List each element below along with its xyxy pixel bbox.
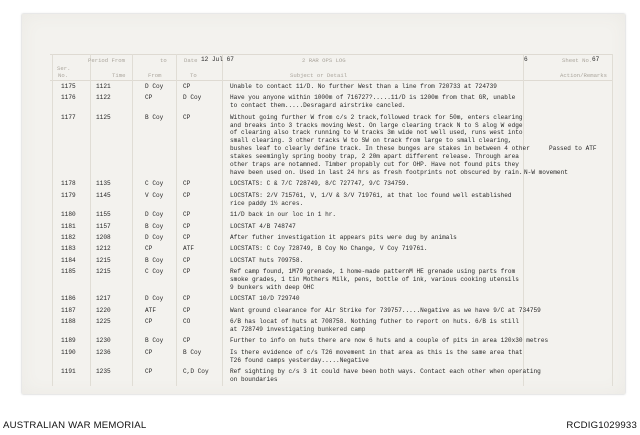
from-cell: B Coy xyxy=(145,222,164,230)
from-cell: CP xyxy=(145,245,153,253)
date-value: 12 Jul 67 xyxy=(201,56,234,63)
time-cell: 1236 xyxy=(96,348,111,356)
serial-number: 1176 xyxy=(61,94,76,102)
serial-number: 1187 xyxy=(61,306,76,314)
to-cell: C,D Coy xyxy=(183,368,209,376)
serial-number: 1189 xyxy=(61,337,76,345)
time-cell: 1155 xyxy=(96,211,111,219)
from-cell: B Coy xyxy=(145,337,164,345)
log-entry-row xyxy=(0,223,640,231)
to-cell: CP xyxy=(183,337,191,345)
archive-credit: AUSTRALIAN WAR MEMORIAL xyxy=(3,420,147,431)
subject-line: at 728749 investigating bunkered camp xyxy=(230,325,366,333)
log-entry-row xyxy=(0,368,640,384)
from-cell: B Coy xyxy=(145,113,164,121)
log-entry-row xyxy=(0,211,640,219)
to-cell: CP xyxy=(183,256,191,264)
to-cell: CP xyxy=(183,306,191,314)
time-cell: 1145 xyxy=(96,191,111,199)
subject-line: Ref sighting by c/s 3 it could have been both ways. Contact each other when operating xyxy=(230,368,541,376)
to-cell: B Coy xyxy=(183,348,202,356)
from-cell: D Coy xyxy=(145,83,164,90)
subject-line: Further to info on huts there are now 6 huts and a couple of pits in area 120x30 metres xyxy=(230,337,549,345)
subject-line: LOCSTATS: C & 7/C 728749, 8/C 727747, 9/C 734759. xyxy=(230,180,410,188)
column-from-header: From xyxy=(148,72,162,79)
log-entry-row xyxy=(0,337,640,345)
subject-line: to contact them.....Desragard airstrike cancled. xyxy=(230,102,406,110)
log-entry-row xyxy=(0,94,640,110)
from-cell: C Coy xyxy=(145,180,164,188)
subject-line: LOCSTAT 10/D 729740 xyxy=(230,295,300,303)
subject-line: stakes seemingly spring booby trap, 2 20m apart different release. Through area xyxy=(230,153,519,161)
form-rule-header xyxy=(50,80,612,81)
from-cell: CP xyxy=(145,94,153,102)
time-cell: 1125 xyxy=(96,113,111,121)
time-cell: 1208 xyxy=(96,233,111,241)
time-cell: 1215 xyxy=(96,256,111,264)
log-entry-row xyxy=(0,349,640,365)
serial-number: 1185 xyxy=(61,268,76,276)
from-cell: CP xyxy=(145,318,153,326)
log-entry-row xyxy=(0,295,640,303)
sheet-number: 67 xyxy=(592,56,600,63)
subject-line: smoke grades, 1 tin Mothers Milk, pens, bottle of ink, various cooking utensils xyxy=(230,275,519,283)
time-cell: 1135 xyxy=(96,180,111,188)
to-cell: CP xyxy=(183,268,191,276)
log-entry-row xyxy=(0,318,640,334)
subject-line: Ref camp found, 1M79 grenade, 1 home-made patternM HE grenade using parts from xyxy=(230,268,516,276)
column-ser-header-line2: No. xyxy=(58,72,69,79)
action-remark: N-W movement xyxy=(524,168,568,176)
date-label: Date xyxy=(184,57,198,64)
subject-line: other traps are notamned. Timber propably cut for OHP. Have not found pits they xyxy=(230,161,519,169)
time-cell: 1220 xyxy=(96,306,111,314)
to-cell: ATF xyxy=(183,245,194,253)
from-cell: D Coy xyxy=(145,211,164,219)
subject-line: and breaks into 3 tracks moving West. On large clearing track N to S alog W edge xyxy=(230,121,523,129)
log-entry-row xyxy=(0,83,640,91)
subject-line: Have you anyone within 1000m of 716727?.....11/D is 1200m from that GR, unable xyxy=(230,94,516,102)
serial-number: 1179 xyxy=(61,191,76,199)
time-cell: 1235 xyxy=(96,368,111,376)
from-cell: B Coy xyxy=(145,256,164,264)
log-entry-row xyxy=(0,114,640,177)
subject-line: Is there evidence of c/s T26 movement in that area as this is the same area that xyxy=(230,348,523,356)
sheet-label: Sheet No. xyxy=(562,57,593,64)
serial-number: 1190 xyxy=(61,348,76,356)
serial-number: 1182 xyxy=(61,233,76,241)
subject-line: LOCSTAT 4/B 748747 xyxy=(230,222,296,230)
column-time-header: Time xyxy=(112,72,126,79)
time-cell: 1215 xyxy=(96,268,111,276)
to-cell: CP xyxy=(183,295,191,303)
column-to-header: To xyxy=(190,72,197,79)
to-cell: CP xyxy=(183,83,191,90)
serial-number: 1178 xyxy=(61,180,76,188)
serial-number: 1181 xyxy=(61,222,76,230)
subject-line: LOCSTATS: C Coy 728749, B Coy No Change, V Coy 719761. xyxy=(230,245,428,253)
action-remark: Passed to ATF xyxy=(549,145,597,153)
serial-number: 1186 xyxy=(61,295,76,303)
serial-number: 1188 xyxy=(61,318,76,326)
serial-number: 1191 xyxy=(61,368,76,376)
time-cell: 1121 xyxy=(96,83,111,90)
from-cell: D Coy xyxy=(145,233,164,241)
column-ser-header-line1: Ser. xyxy=(57,65,71,72)
to-cell: CP xyxy=(183,211,191,219)
to-cell: CP xyxy=(183,222,191,230)
time-cell: 1157 xyxy=(96,222,111,230)
subject-line: Unable to contact 11/D. No further West than a line from 720733 at 724739 xyxy=(230,83,497,90)
column-subject-header: Subject or Detail xyxy=(290,72,348,79)
period-to-label: to xyxy=(160,57,167,64)
subject-line: have been used on. Used in last 24 hrs as fresh footprints not obscured by rain. xyxy=(230,168,523,176)
log-entry-row xyxy=(0,257,640,265)
subject-line: After futher investigation it appears pits were dug by animals xyxy=(230,233,457,241)
subject-line: T26 found camps yesterday.....Negative xyxy=(230,356,369,364)
from-cell: CP xyxy=(145,348,153,356)
serial-number: 1183 xyxy=(61,245,76,253)
log-entry-row xyxy=(0,307,640,315)
subject-line: LOCSTAT huts 709758. xyxy=(230,256,304,264)
serial-number: 1180 xyxy=(61,211,76,219)
subject-line: 6/B has locat of huts at 708758. Nothing futher to report on huts. 6/B is still xyxy=(230,318,519,326)
from-cell: ATF xyxy=(145,306,156,314)
subject-line: LOCSTATS: 2/V 715761, V, 1/V & 3/V 719761, at that loc found well established xyxy=(230,191,512,199)
page-value: 6 xyxy=(524,56,528,63)
subject-line: of clearing also track running to W tracks 3m wide not well used, runs west into xyxy=(230,129,523,137)
log-entry-row xyxy=(0,268,640,292)
time-cell: 1230 xyxy=(96,337,111,345)
to-cell: CP xyxy=(183,113,191,121)
to-cell: CP xyxy=(183,191,191,199)
subject-line: 11/D back in our loc in 1 hr. xyxy=(230,211,337,219)
log-entry-row xyxy=(0,192,640,208)
from-cell: C Coy xyxy=(145,268,164,276)
log-entry-row xyxy=(0,180,640,188)
column-action-header: Action/Remarks xyxy=(560,72,607,79)
from-cell: V Coy xyxy=(145,191,164,199)
subject-line: rice paddy 1½ acres. xyxy=(230,199,304,207)
to-cell: CP xyxy=(183,233,191,241)
subject-line: Want ground clearance for Air Strike for 739757.....Negative as we have 9/C at 734759 xyxy=(230,306,541,314)
subject-line: on boundaries xyxy=(230,375,278,383)
from-cell: CP xyxy=(145,368,153,376)
to-cell: D Coy xyxy=(183,94,202,102)
subject-line: 9 bunkers with deep OHC xyxy=(230,283,315,291)
subject-line: small clearing. 3 other tracks W to SW on track from large to small clearing, xyxy=(230,137,512,145)
time-cell: 1122 xyxy=(96,94,111,102)
serial-number: 1184 xyxy=(61,256,76,264)
serial-number: 1177 xyxy=(61,113,76,121)
time-cell: 1225 xyxy=(96,318,111,326)
form-title: 2 RAR OPS LOG xyxy=(302,57,346,64)
subject-line: Without going further W from c/s 2 track,followed track for 50m, enters clearing xyxy=(230,113,523,121)
archive-reference: RCDIG1029933 xyxy=(566,420,637,431)
to-cell: CP xyxy=(183,180,191,188)
log-entry-row xyxy=(0,234,640,242)
subject-line: bushes leaf to clearly define track. In these bunges are stakes in between 4 other xyxy=(230,145,530,153)
from-cell: D Coy xyxy=(145,295,164,303)
time-cell: 1217 xyxy=(96,295,111,303)
time-cell: 1212 xyxy=(96,245,111,253)
to-cell: CO xyxy=(183,318,191,326)
period-label: Period From xyxy=(88,57,125,64)
serial-number: 1175 xyxy=(61,83,76,90)
log-entry-row xyxy=(0,245,640,253)
form-rule-top xyxy=(50,54,612,55)
